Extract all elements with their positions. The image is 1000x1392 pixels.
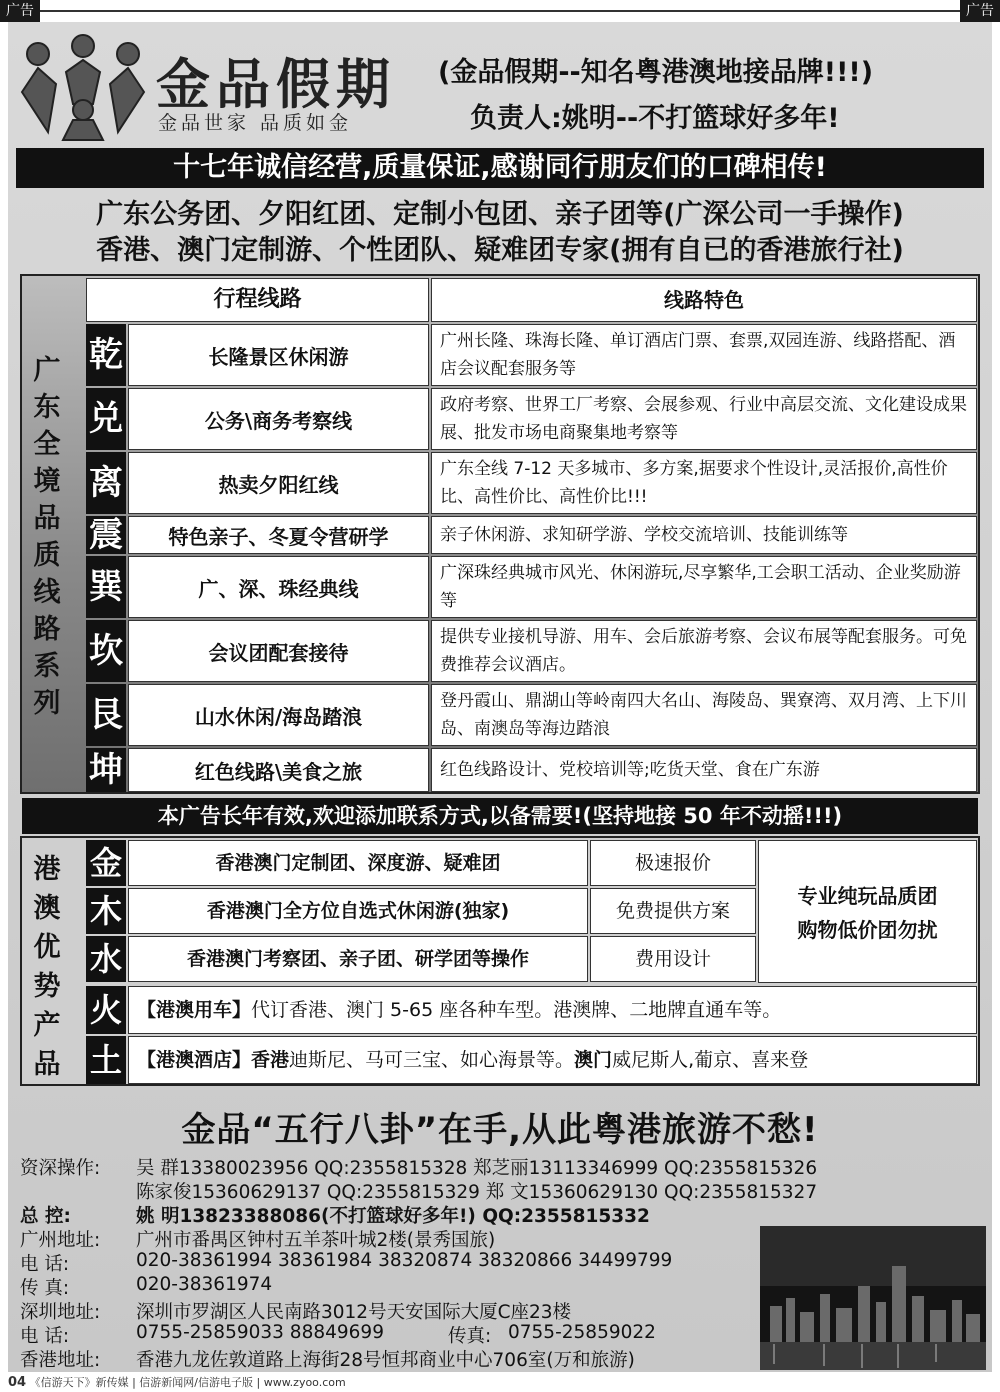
brand-name: 金品假期 xyxy=(156,52,396,116)
route-name: 特色亲子、冬夏令营研学 xyxy=(128,516,429,554)
route-name: 红色线路\美食之旅 xyxy=(128,748,429,792)
gz-tel: 020-38361994 38361984 38320874 38320866 34499799 xyxy=(136,1250,673,1271)
route-name: 长隆景区休闲游 xyxy=(128,324,429,386)
route-feature: 红色线路设计、党校培训等;吃货天堂、食在广东游 xyxy=(431,748,977,792)
sz-address: 深圳市罗湖区人民南路3012号天安国际大厦C座23楼 xyxy=(136,1302,572,1323)
route-feature: 广州长隆、珠海长隆、单订酒店门票、套票,双园连游、线路搭配、酒店会议配套服务等 xyxy=(431,324,977,386)
quality-note: 专业纯玩品质团 购物低价团勿扰 xyxy=(758,840,977,983)
trigram-badge: 离 xyxy=(86,452,126,514)
page-footer xyxy=(0,1374,1000,1392)
ad-tag-right: 广告 xyxy=(960,0,1000,22)
route-name: 会议团配套接待 xyxy=(128,620,429,682)
gz-fax: 020-38361974 xyxy=(136,1274,273,1295)
trigram-badge: 乾 xyxy=(86,324,126,386)
ops-label: 资深操作: xyxy=(20,1158,101,1179)
route-side-label: 广 东 全 境 品 质 线 路 系 列 xyxy=(33,355,61,719)
people-logo-icon xyxy=(18,32,148,142)
trigram-badge: 巽 xyxy=(86,556,126,618)
hk-side-label: 港 澳 优 势 产 品 xyxy=(33,854,61,1080)
element-badge: 火 xyxy=(86,986,126,1034)
validity-banner: 本广告长年有效,欢迎添加联系方式,以备需要!(坚持地接 50 年不动摇!!!) xyxy=(22,798,978,834)
ops-line-1: 吴 群13380023956 QQ:2355815328 郑芝丽13113346999 QQ:2355815326 xyxy=(136,1158,818,1179)
sz-address-label: 深圳地址: xyxy=(20,1302,101,1323)
hk-address: 香港九龙佐敦道路上海街28号恒邦商业中心706室(万和旅游) xyxy=(136,1350,635,1371)
intro-line-1: 广东公务团、夕阳红团、定制小包团、亲子团等(广深公司一手操作) xyxy=(96,199,904,230)
hk-service: 免费提供方案 xyxy=(590,888,756,934)
top-rule xyxy=(40,10,960,12)
advert-page xyxy=(8,22,992,1372)
sz-fax-label: 传真: xyxy=(448,1326,492,1347)
hk-address-label: 香港地址: xyxy=(20,1350,101,1371)
feature-column-header: 线路特色 xyxy=(431,278,977,322)
route-name: 热卖夕阳红线 xyxy=(128,452,429,514)
route-name: 广、深、珠经典线 xyxy=(128,556,429,618)
hk-product: 香港澳门定制团、深度游、疑难团 xyxy=(128,840,588,886)
sz-fax: 0755-25859022 xyxy=(508,1322,656,1343)
hk-hotel-service: 【港澳酒店】香港迪斯尼、马可三宝、如心海景等。澳门威尼斯人,葡京、喜来登 xyxy=(128,1036,977,1084)
route-column-header: 行程线路 xyxy=(86,278,429,322)
route-feature: 广东全线 7-12 天多城市、多方案,据要求个性设计,灵活报价,高性价比、高性价比、高性价比!!! xyxy=(431,452,977,514)
trigram-badge: 兑 xyxy=(86,388,126,450)
route-feature: 提供专业接机导游、用车、会后旅游考察、会议布展等配套服务。可免费推荐会议酒店。 xyxy=(431,620,977,682)
trigram-badge: 坎 xyxy=(86,620,126,682)
boss-line: 姚 明13823388086(不打篮球好多年!) QQ:2355815332 xyxy=(136,1206,650,1227)
hk-product: 香港澳门考察团、亲子团、研学团等操作 xyxy=(128,936,588,982)
route-feature: 亲子休闲游、求知研学游、学校交流培训、技能训练等 xyxy=(431,516,977,554)
route-feature: 登丹霞山、鼎湖山等岭南四大名山、海陵岛、巽寮湾、双月湾、上下川岛、南澳岛等海边踏浪 xyxy=(431,684,977,746)
gz-address: 广州市番禺区钟村五羊茶叶城2楼(景秀国旅) xyxy=(136,1230,496,1251)
trigram-badge: 艮 xyxy=(86,684,126,746)
integrity-banner: 十七年诚信经营,质量保证,感谢同行朋友们的口碑相传! xyxy=(16,148,984,188)
hk-service: 极速报价 xyxy=(590,840,756,886)
gz-fax-label: 传 真: xyxy=(20,1278,70,1299)
hk-car-service: 【港澳用车】代订香港、澳门 5-65 座各种车型。港澳牌、二地牌直通车等。 xyxy=(128,986,977,1034)
route-feature: 广深珠经典城市风光、休闲游玩,尽享繁华,工会职工活动、企业奖励游等 xyxy=(431,556,977,618)
slogan-brand: (金品假期--知名粤港澳地接品牌!!!) xyxy=(438,57,874,88)
hong-kong-skyline-photo xyxy=(760,1226,986,1370)
boss-label: 总 控: xyxy=(20,1206,71,1227)
route-name: 公务\商务考察线 xyxy=(128,388,429,450)
element-badge: 水 xyxy=(86,936,126,982)
ad-tag-left: 广告 xyxy=(0,0,40,22)
route-feature: 政府考察、世界工厂考察、会展参观、行业中高层交流、文化建设成果展、批发市场电商聚集地考察等 xyxy=(431,388,977,450)
hk-service: 费用设计 xyxy=(590,936,756,982)
route-name: 山水休闲/海岛踏浪 xyxy=(128,684,429,746)
intro-line-2: 香港、澳门定制游、个性团队、疑难团专家(拥有自已的香港旅行社) xyxy=(96,235,904,266)
element-badge: 木 xyxy=(86,888,126,934)
page-number: 04 xyxy=(8,1375,27,1390)
sz-tel: 0755-25859033 88849699 xyxy=(136,1322,384,1343)
trigram-badge: 坤 xyxy=(86,748,126,792)
motto: 金品“五行八卦”在手,从此粤港旅游不愁! xyxy=(181,1110,819,1150)
ops-line-2: 陈家俊15360629137 QQ:2355815329 郑 文15360629130 QQ:2355815327 xyxy=(136,1182,818,1203)
gz-address-label: 广州地址: xyxy=(20,1230,101,1251)
footer-publisher: 《信游天下》新传媒 | 信游新闻网/信游电子版 | www.zyoo.com xyxy=(29,1376,346,1389)
sz-tel-label: 电 话: xyxy=(20,1326,70,1347)
gz-tel-label: 电 话: xyxy=(20,1254,70,1275)
slogan-manager: 负责人:姚明--不打篮球好多年! xyxy=(470,103,840,134)
element-badge: 土 xyxy=(86,1036,126,1084)
brand-subtitle: 金品世家 品质如金 xyxy=(158,112,353,134)
hk-product: 香港澳门全方位自选式休闲游(独家) xyxy=(128,888,588,934)
trigram-badge: 震 xyxy=(86,516,126,554)
element-badge: 金 xyxy=(86,840,126,886)
